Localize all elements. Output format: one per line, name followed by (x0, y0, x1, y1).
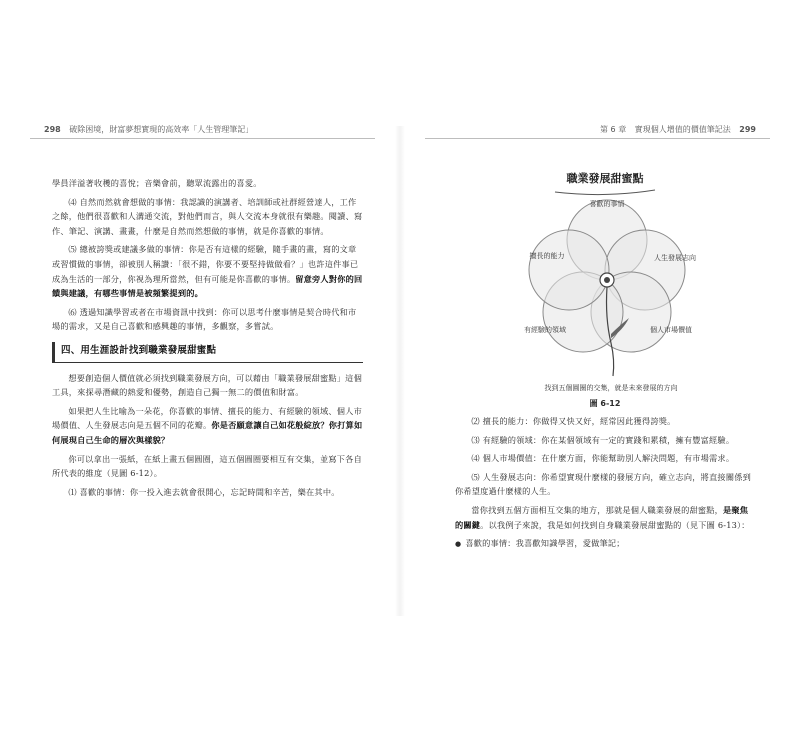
left-paragraph-1: 學員洋溢著收穫的喜悅；音樂會前，聽眾流露出的喜愛。 (52, 178, 262, 188)
right-paragraph-2: ⑶ 有經驗的領域：你在某個領域有一定的實踐和累積，擁有豐富經驗。 (471, 434, 735, 445)
right-chapter-label: 第 6 章 (600, 125, 627, 134)
label-top: 喜歡的事情 (589, 200, 625, 208)
gutter-shadow (395, 126, 405, 616)
label-bottom-left: 有經驗的領域 (524, 326, 566, 334)
label-stem: 找到五個圓圈的交集，就是未來發展的方向 (544, 384, 678, 392)
title-underline (555, 190, 655, 195)
flower-center (600, 273, 614, 287)
right-paragraph-1: ⑵ 擅長的能力：你做得又快又好，經常因此獲得誇獎。 (471, 416, 676, 426)
book-spread (30, 118, 770, 618)
left-paragraph-8: ⑴ 喜歡的事情：你一投入進去就會很開心，忘記時間和辛苦，樂在其中。 (68, 486, 340, 497)
right-page (425, 118, 770, 618)
left-paragraph-6 (52, 404, 363, 448)
right-running-head-title: 實現個人增值的價值筆記法 (634, 125, 731, 134)
left-paragraph-3-text: ⑸ 總被誇獎或建議多做的事情：你是否有這樣的經驗，隨手畫的畫，寫的文章或習慣做的事情，卻被別人稱讚：「很不錯，你要不要堅持做做看？」也許這件事已成為生活的一部分，你視為理所當然，但有可能是你喜歡的事情。 (52, 244, 359, 284)
right-paragraph-5-text-b: 。以我例子來說，我是如何找到自身職業發展甜蜜點的（見下圖 6-13）： (480, 519, 750, 530)
sweet-spot-figure (505, 168, 745, 408)
petal-left-circle (529, 230, 609, 310)
section-heading: 四、用生涯設計找到職業發展甜蜜點 (52, 342, 363, 363)
figure-title: 職業發展甜蜜點 (566, 172, 644, 185)
left-header-rule (30, 138, 375, 139)
right-page-number: 299 (739, 125, 756, 134)
left-running-head-title: 破除困境，財富夢想實現的高效率「人生管理筆記」 (69, 125, 254, 134)
right-paragraph-5-bold: 是聚焦的關鍵 (455, 504, 749, 530)
left-paragraph-2: ⑷ 自然而然就會想做的事情：我認識的演講者、培訓師或社群經營達人，工作之餘，他們很喜歡和人溝通交流，對他們而言，與人交流本身就很有樂趣。閱讀、寫作、筆記、演講、畫畫，什麼是自然而然想做的事情，就是你喜歡的事情。 (52, 196, 363, 236)
right-running-head (600, 124, 762, 135)
figure-caption: 圖 6-12 (589, 399, 621, 408)
right-paragraph-4: ⑸ 人生發展志向：你希望實現什麼樣的發展方向，確立志向，將直接關係到你希望度過什麼樣的人生。 (455, 471, 751, 497)
center-dot (604, 277, 610, 283)
left-paragraph-5: 想要創造個人價值就必須找到職業發展方向，可以藉由「職業發展甜蜜點」這個工具，來探尋潛藏的熱愛和優勢，創造自己獨一無二的價值和財富。 (52, 372, 362, 398)
label-left: 擅長的能力 (529, 252, 565, 260)
left-page (30, 118, 375, 618)
left-paragraph-7: 你可以拿出一張紙，在紙上畫五個圓圈，這五個圓圈要相互有交集，並寫下各自所代表的維度（見圖 6-12）。 (52, 453, 362, 479)
left-paragraph-4: ⑹ 透過知識學習或者在市場資訊中找到：你可以思考什麼事情是契合時代和市場的需求，又是自己喜歡和感興趣的事情，多觀察，多嘗試。 (52, 306, 357, 332)
left-running-head (38, 124, 253, 135)
right-bullet-item: ● 喜歡的事情：我喜歡知識學習，愛做筆記； (455, 536, 756, 552)
flower-diagram (505, 168, 745, 408)
left-page-number: 298 (44, 125, 61, 134)
left-paragraph-3-bold: 留意旁人對你的回饋與建議，有哪些事情是被頻繁提到的。 (52, 273, 363, 299)
left-paragraph-6-bold: 你是否願意讓自己如花般綻放？你打算如何展現自己生命的層次與樣貌？ (52, 420, 363, 445)
left-paragraph-6-text: 如果把人生比喻為一朵花，你喜歡的事情、擅長的能力、有經驗的領域、個人市場價值、人生發展志向是五個不同的花瓣。 (52, 405, 362, 431)
right-body-text (455, 414, 756, 556)
label-bottom-right: 個人市場價值 (650, 326, 692, 334)
label-right: 人生發展志向 (654, 254, 696, 262)
right-header-rule (425, 138, 770, 139)
left-body-text (52, 176, 363, 503)
right-paragraph-3: ⑷ 個人市場價值：在什麼方面，你能幫助別人解決問題，有市場需求。 (471, 453, 735, 464)
right-paragraph-5 (455, 503, 756, 532)
left-paragraph-3 (52, 242, 363, 300)
right-paragraph-5-text-a: 當你找到五個方面相互交集的地方，那就是個人職業發展的甜蜜點， (471, 504, 724, 515)
